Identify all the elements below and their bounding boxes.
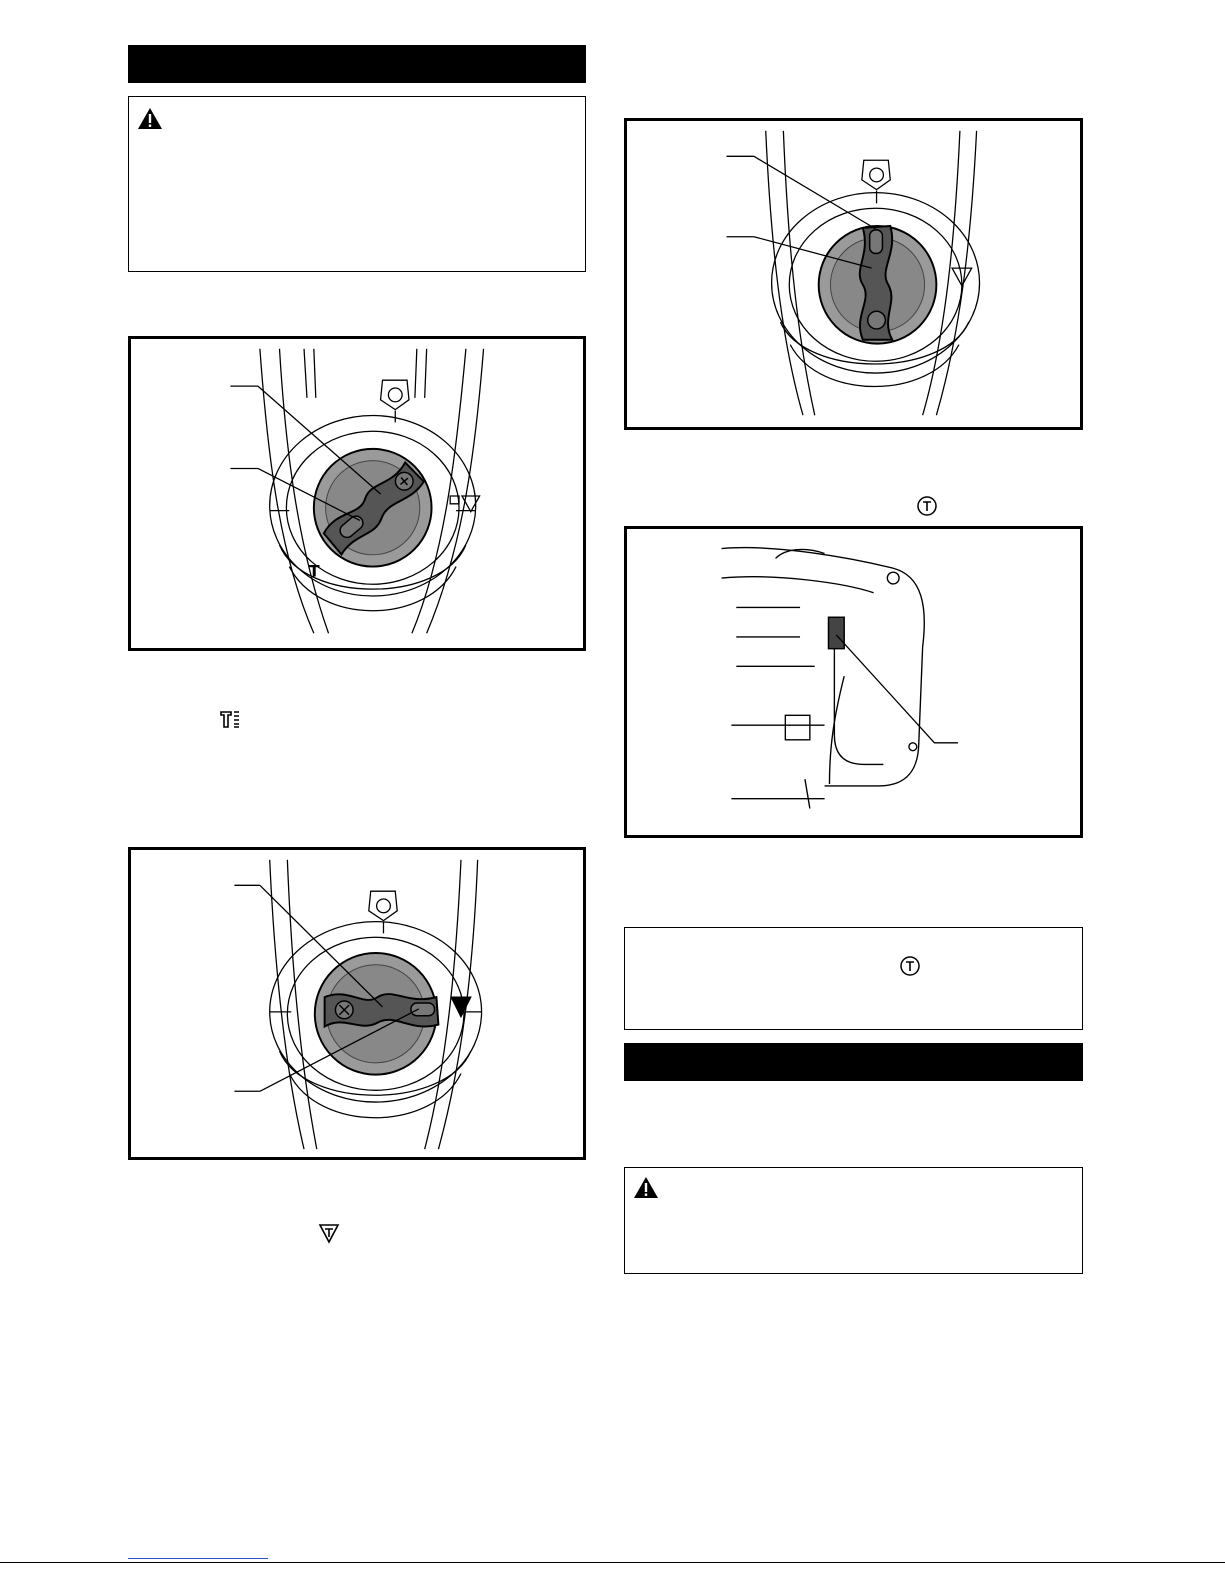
svg-text:T: T — [308, 561, 320, 581]
figure-4-drawing — [627, 529, 1080, 835]
warning-triangle-icon — [137, 107, 163, 130]
neutral-symbol-icon — [899, 955, 921, 977]
figure-3 — [624, 118, 1083, 430]
figure-2 — [128, 847, 586, 1160]
footer-link-underline — [128, 1558, 268, 1559]
figure-4 — [624, 526, 1083, 838]
rotation-hammering-symbol-icon — [219, 708, 241, 730]
note-box-right — [624, 927, 1083, 1030]
warning-triangle-icon — [633, 1176, 659, 1199]
figure-3-drawing — [627, 121, 1080, 427]
figure-1 — [128, 336, 586, 651]
right-heading-bar — [624, 1043, 1083, 1081]
neutral-symbol-icon — [916, 495, 938, 517]
left-heading-bar — [128, 45, 586, 83]
footer-rule — [0, 1562, 1225, 1563]
hammering-only-symbol-icon — [318, 1222, 340, 1244]
figure-2-drawing — [131, 850, 583, 1157]
caution-box-left — [128, 96, 586, 272]
caution-box-right — [624, 1167, 1083, 1274]
figure-1-drawing — [131, 339, 583, 648]
